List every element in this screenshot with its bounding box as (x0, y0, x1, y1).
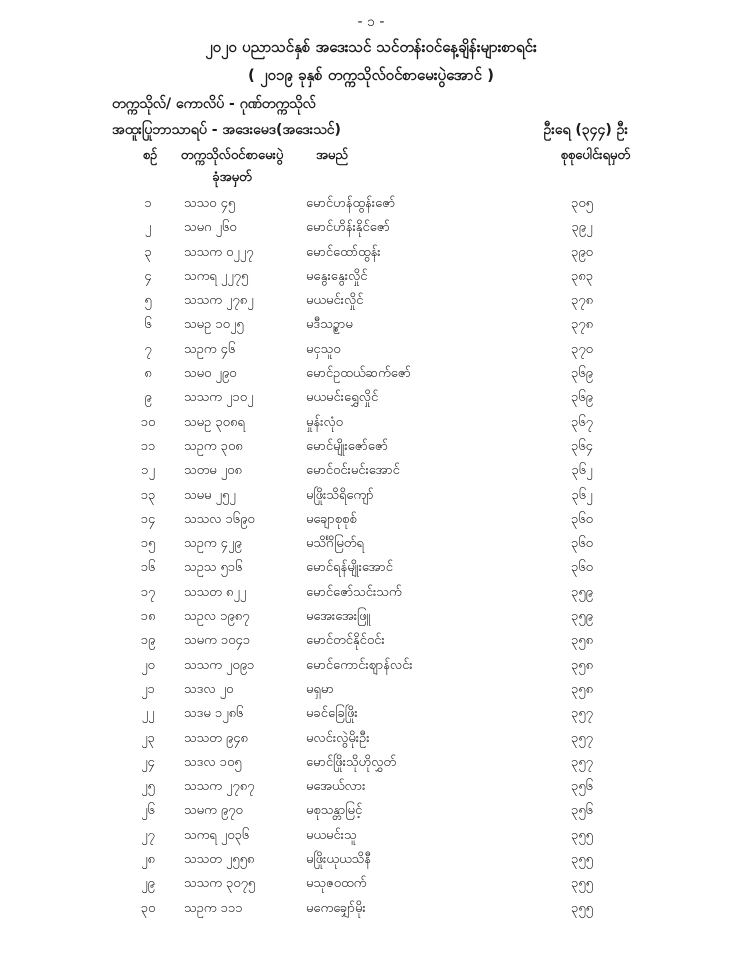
roll-number: သမဂ ၂၆၀ (184, 220, 237, 236)
student-name: မှုန်းလုံဝ (306, 414, 343, 430)
row-number: ၂၄ (141, 754, 155, 770)
total-score: ၃၈၃ (570, 268, 594, 284)
row-number: ၁၇ (140, 584, 156, 600)
table-row (0, 605, 742, 629)
roll-number: သသက ၃၀၇၅ (184, 876, 256, 892)
table-row (0, 532, 742, 556)
total-score: ၃၅၆ (571, 779, 593, 795)
student-name: မဖြိုးယုယသိနီ (306, 852, 371, 868)
row-number: ၈ (144, 366, 152, 382)
student-name: မခင်ခြေဖြိုး (306, 706, 358, 722)
row-number: ၁၀ (140, 414, 156, 430)
total-score: ၃၅၅ (571, 876, 593, 892)
table-row (0, 848, 742, 872)
roll-number: သကရ ၂၂၇၅ (184, 268, 249, 284)
total-score: ၃၆၉ (571, 390, 593, 406)
table-row (0, 362, 742, 386)
total-score: ၃၉၀ (571, 244, 593, 260)
student-name: မောင်မျိုးဇော်ဇော် (306, 438, 388, 454)
header-roll-line2: ခုံအမှတ် (212, 170, 252, 185)
table-row (0, 484, 742, 508)
total-score: ၃၇၈ (570, 293, 594, 309)
row-number: ၁၆ (140, 560, 156, 576)
total-score: ၃၆၀ (571, 536, 593, 552)
student-name: မရှမာ (306, 681, 334, 697)
total-score: ၃၅၅ (571, 900, 593, 916)
table-row (0, 872, 742, 896)
total-score: ၃၅၅ (571, 827, 593, 843)
header-score: စုစုပေါင်းရမှတ် (560, 148, 630, 163)
total-score: ၃၆၉ (571, 366, 593, 382)
table-row (0, 313, 742, 337)
roll-number: သမမ ၂၅၂ (184, 487, 236, 503)
table-row (0, 678, 742, 702)
row-number: ၁၁ (140, 438, 156, 454)
total-score: ၃၅၈ (570, 681, 594, 697)
total-score: ၃၅၇ (571, 706, 593, 722)
table-row (0, 824, 742, 848)
student-name: မယမင်းလှိုင် (306, 293, 364, 309)
row-number: ၂၆ (141, 803, 155, 819)
student-name: မောင်ဇော်သင်းသက် (306, 584, 402, 600)
table-row (0, 192, 742, 216)
student-name: မောင်ဥထယ်ဆက်ဇော် (306, 366, 411, 382)
row-number: ၂၁ (141, 681, 155, 697)
row-number: ၁၄ (140, 511, 156, 527)
student-name: မောင်ဟန်ထွန်းဇော် (306, 196, 396, 211)
row-number: ၁၃ (140, 487, 156, 503)
roll-number: သသတ ၈၂၂ (184, 584, 247, 600)
roll-number: သမဥ ၁၀၂၅ (184, 317, 244, 333)
student-name: မောင်တင်နိုင်ဝင်း (306, 633, 385, 649)
total-score: ၃၆၇ (571, 414, 593, 430)
student-name: မသိင်္ဂိမြတ်ရ (306, 536, 364, 552)
row-number: ၂၃ (141, 730, 155, 746)
row-number: ၂၅ (141, 779, 155, 795)
row-number: ၂၂ (141, 706, 155, 722)
table-row (0, 386, 742, 410)
header-roll (172, 145, 292, 189)
row-number: ၅ (144, 293, 152, 309)
student-name: မဖြိုးသိရိကျော် (306, 487, 374, 503)
roll-number: သသတ ၉၄၈ (184, 730, 248, 746)
table-row (0, 435, 742, 459)
total-count: ဦးရေ (၃၄၄) ဦး (543, 122, 628, 138)
roll-number: သသတ ၂၅၅၈ (184, 852, 255, 868)
page-number: - ၁ - (357, 14, 385, 30)
roll-number: သမက ၁၀၄၁ (184, 633, 251, 649)
total-score: ၃၆၂ (571, 487, 593, 503)
table-row (0, 727, 742, 751)
total-score: ၃၇၈ (570, 317, 594, 333)
total-score: ၃၆၂ (571, 463, 593, 479)
student-name: မသုဇဝထက် (306, 876, 367, 892)
roll-number: သမက ၉၇၀ (184, 803, 243, 819)
table-row (0, 751, 742, 775)
table-row (0, 581, 742, 605)
row-number: ၂၀ (141, 657, 155, 673)
roll-number: သဥက ၃၀၈ (184, 438, 243, 454)
row-number: ၂၇ (141, 827, 155, 843)
roll-number: သမဥ ၃၀၈ရ (184, 414, 245, 430)
student-name: မောင်ထော်ထွန်း (306, 244, 381, 260)
total-score: ၃၅၇ (571, 754, 593, 770)
roll-number: သတမ ၂၀၈ (184, 463, 242, 479)
table-row (0, 654, 742, 678)
total-score: ၃၇၀ (571, 341, 593, 357)
school-label: အထူးပြုဘာသာရပ် - အဒေးမေဒ(အဒေးသင်) (112, 122, 341, 138)
row-number: ၇ (144, 341, 152, 357)
total-score: ၃၅၈ (570, 657, 594, 673)
row-number: ၁၈ (140, 609, 156, 625)
table-row (0, 338, 742, 362)
roll-number: သသက ၂၇၈၂ (184, 293, 254, 309)
table-row (0, 897, 742, 921)
roll-number: သဥလ ၁၉၈၇ (184, 609, 250, 625)
table-row (0, 289, 742, 313)
header-roll-line1: တက္ကသိုလ်ဝင်စာမေးပွဲ (180, 148, 284, 163)
office-label: တက္ကသိုလ်/ ကောလိပ် - ဂုဏ်တက္ကသိုလ် (112, 96, 316, 112)
row-number: ၂၉ (141, 876, 155, 892)
student-name: မလင်းလွဲမိုးဦး (306, 730, 370, 746)
total-score: ၃၅၉ (571, 609, 593, 625)
table-row (0, 629, 742, 653)
roll-number: သဥက ၄၂၉ (184, 536, 242, 552)
student-name: မယမင်းရွှေလှိုင် (306, 390, 379, 406)
roll-number: သဥက ၁၁၁ (184, 900, 243, 916)
table-row (0, 216, 742, 240)
table-row (0, 556, 742, 580)
total-score: ၃၅၅ (571, 852, 593, 868)
row-number: ၉ (144, 390, 152, 406)
total-score: ၃၅၈ (570, 633, 594, 649)
row-number: ၆ (144, 317, 152, 333)
row-number: ၃ (144, 244, 152, 260)
student-name: မောင်ဝင်းမင်းအောင် (306, 463, 400, 479)
roll-number: သသလ ၁၆၉၀ (184, 511, 255, 527)
roll-number: သကရ ၂၀၃၆ (184, 827, 250, 843)
student-name: မအေးအေးဖြူ (306, 609, 371, 625)
student-name: မယမင်းသူ (306, 827, 357, 843)
student-name: မောင်ကောင်းဈာန်လင်း (306, 657, 413, 673)
total-score: ၃၆၀ (571, 560, 593, 576)
total-score: ၃၆၀ (571, 511, 593, 527)
title-line-2: ( ၂၀၁၉ ခုနှစ် တက္ကသိုလ်ဝင်စာမေးပွဲအောင် ) (248, 66, 494, 84)
total-score: ၃၀၅ (571, 196, 593, 211)
total-score: ၃၅၆ (571, 803, 593, 819)
row-number: ၁၅ (140, 536, 156, 552)
table-row (0, 775, 742, 799)
roll-number: သဒလ ၁၀၅ (184, 754, 242, 770)
roll-number: သသက ၂၁၀၂ (184, 390, 254, 406)
roll-number: သသက ၂၇၈၇ (184, 779, 255, 795)
roll-number: သဥသ ၅၁၆ (184, 560, 243, 576)
student-name: မစုသန္တာမြင့် (306, 803, 363, 819)
total-score: ၃၅၇ (571, 730, 593, 746)
table-row (0, 265, 742, 289)
row-number: ၁ (144, 196, 152, 211)
roll-number: သမဝ ၂၉၀ (184, 366, 237, 382)
table-row (0, 459, 742, 483)
total-score: ၃၅၉ (571, 584, 593, 600)
row-number: ၁၉ (140, 633, 156, 649)
total-score: ၃၉၂ (571, 220, 593, 236)
header-name: အမည် (316, 148, 348, 163)
student-name: မငှသူဝ (306, 341, 341, 357)
table-row (0, 241, 742, 265)
student-name: မချောစုစုစ် (306, 511, 357, 527)
roll-number: သသက ၂၀၉၁ (184, 657, 255, 673)
student-name: မဒီသဉ္စာမ (306, 317, 353, 333)
row-number: ၄ (144, 268, 152, 284)
roll-number: သဒလ ၂၀ (184, 681, 234, 697)
row-number: ၂၈ (141, 852, 155, 868)
title-line-1: ၂၀၂၀ ပညာသင်နှစ် အဒေးသင် သင်တန်းဝင်နေ့ချိန်းများစာရင်း (205, 38, 537, 56)
row-number: ၃၀ (140, 900, 156, 916)
student-name: မကေချှော်မိုး (306, 900, 366, 916)
row-number: ၁၂ (141, 463, 155, 479)
student-name: မောင်ဖြိုးသိုဟိုလွှတ် (306, 754, 397, 770)
roll-number: သဒမ ၁၂၈၆ (184, 706, 244, 722)
total-score: ၃၆၄ (571, 438, 593, 454)
student-name: မအေယ်လား (306, 779, 366, 795)
student-name: မောင်ရန်မျိုးအောင် (306, 560, 393, 576)
table-row (0, 702, 742, 726)
student-name: မောင်ဟိန်းနိုင်ဇော် (306, 220, 390, 236)
student-name: မနွေးနွေးလှိုင် (306, 268, 368, 284)
results-table (0, 192, 742, 921)
row-number: ၂ (144, 220, 152, 236)
header-no: စဉ် (142, 148, 158, 163)
table-row (0, 799, 742, 823)
table-row (0, 508, 742, 532)
roll-number: သသဝ ၄၅ (184, 196, 236, 211)
table-row (0, 411, 742, 435)
roll-number: သဥက ၄၆ (184, 341, 236, 357)
roll-number: သသက ၀၂၂၇ (184, 244, 254, 260)
